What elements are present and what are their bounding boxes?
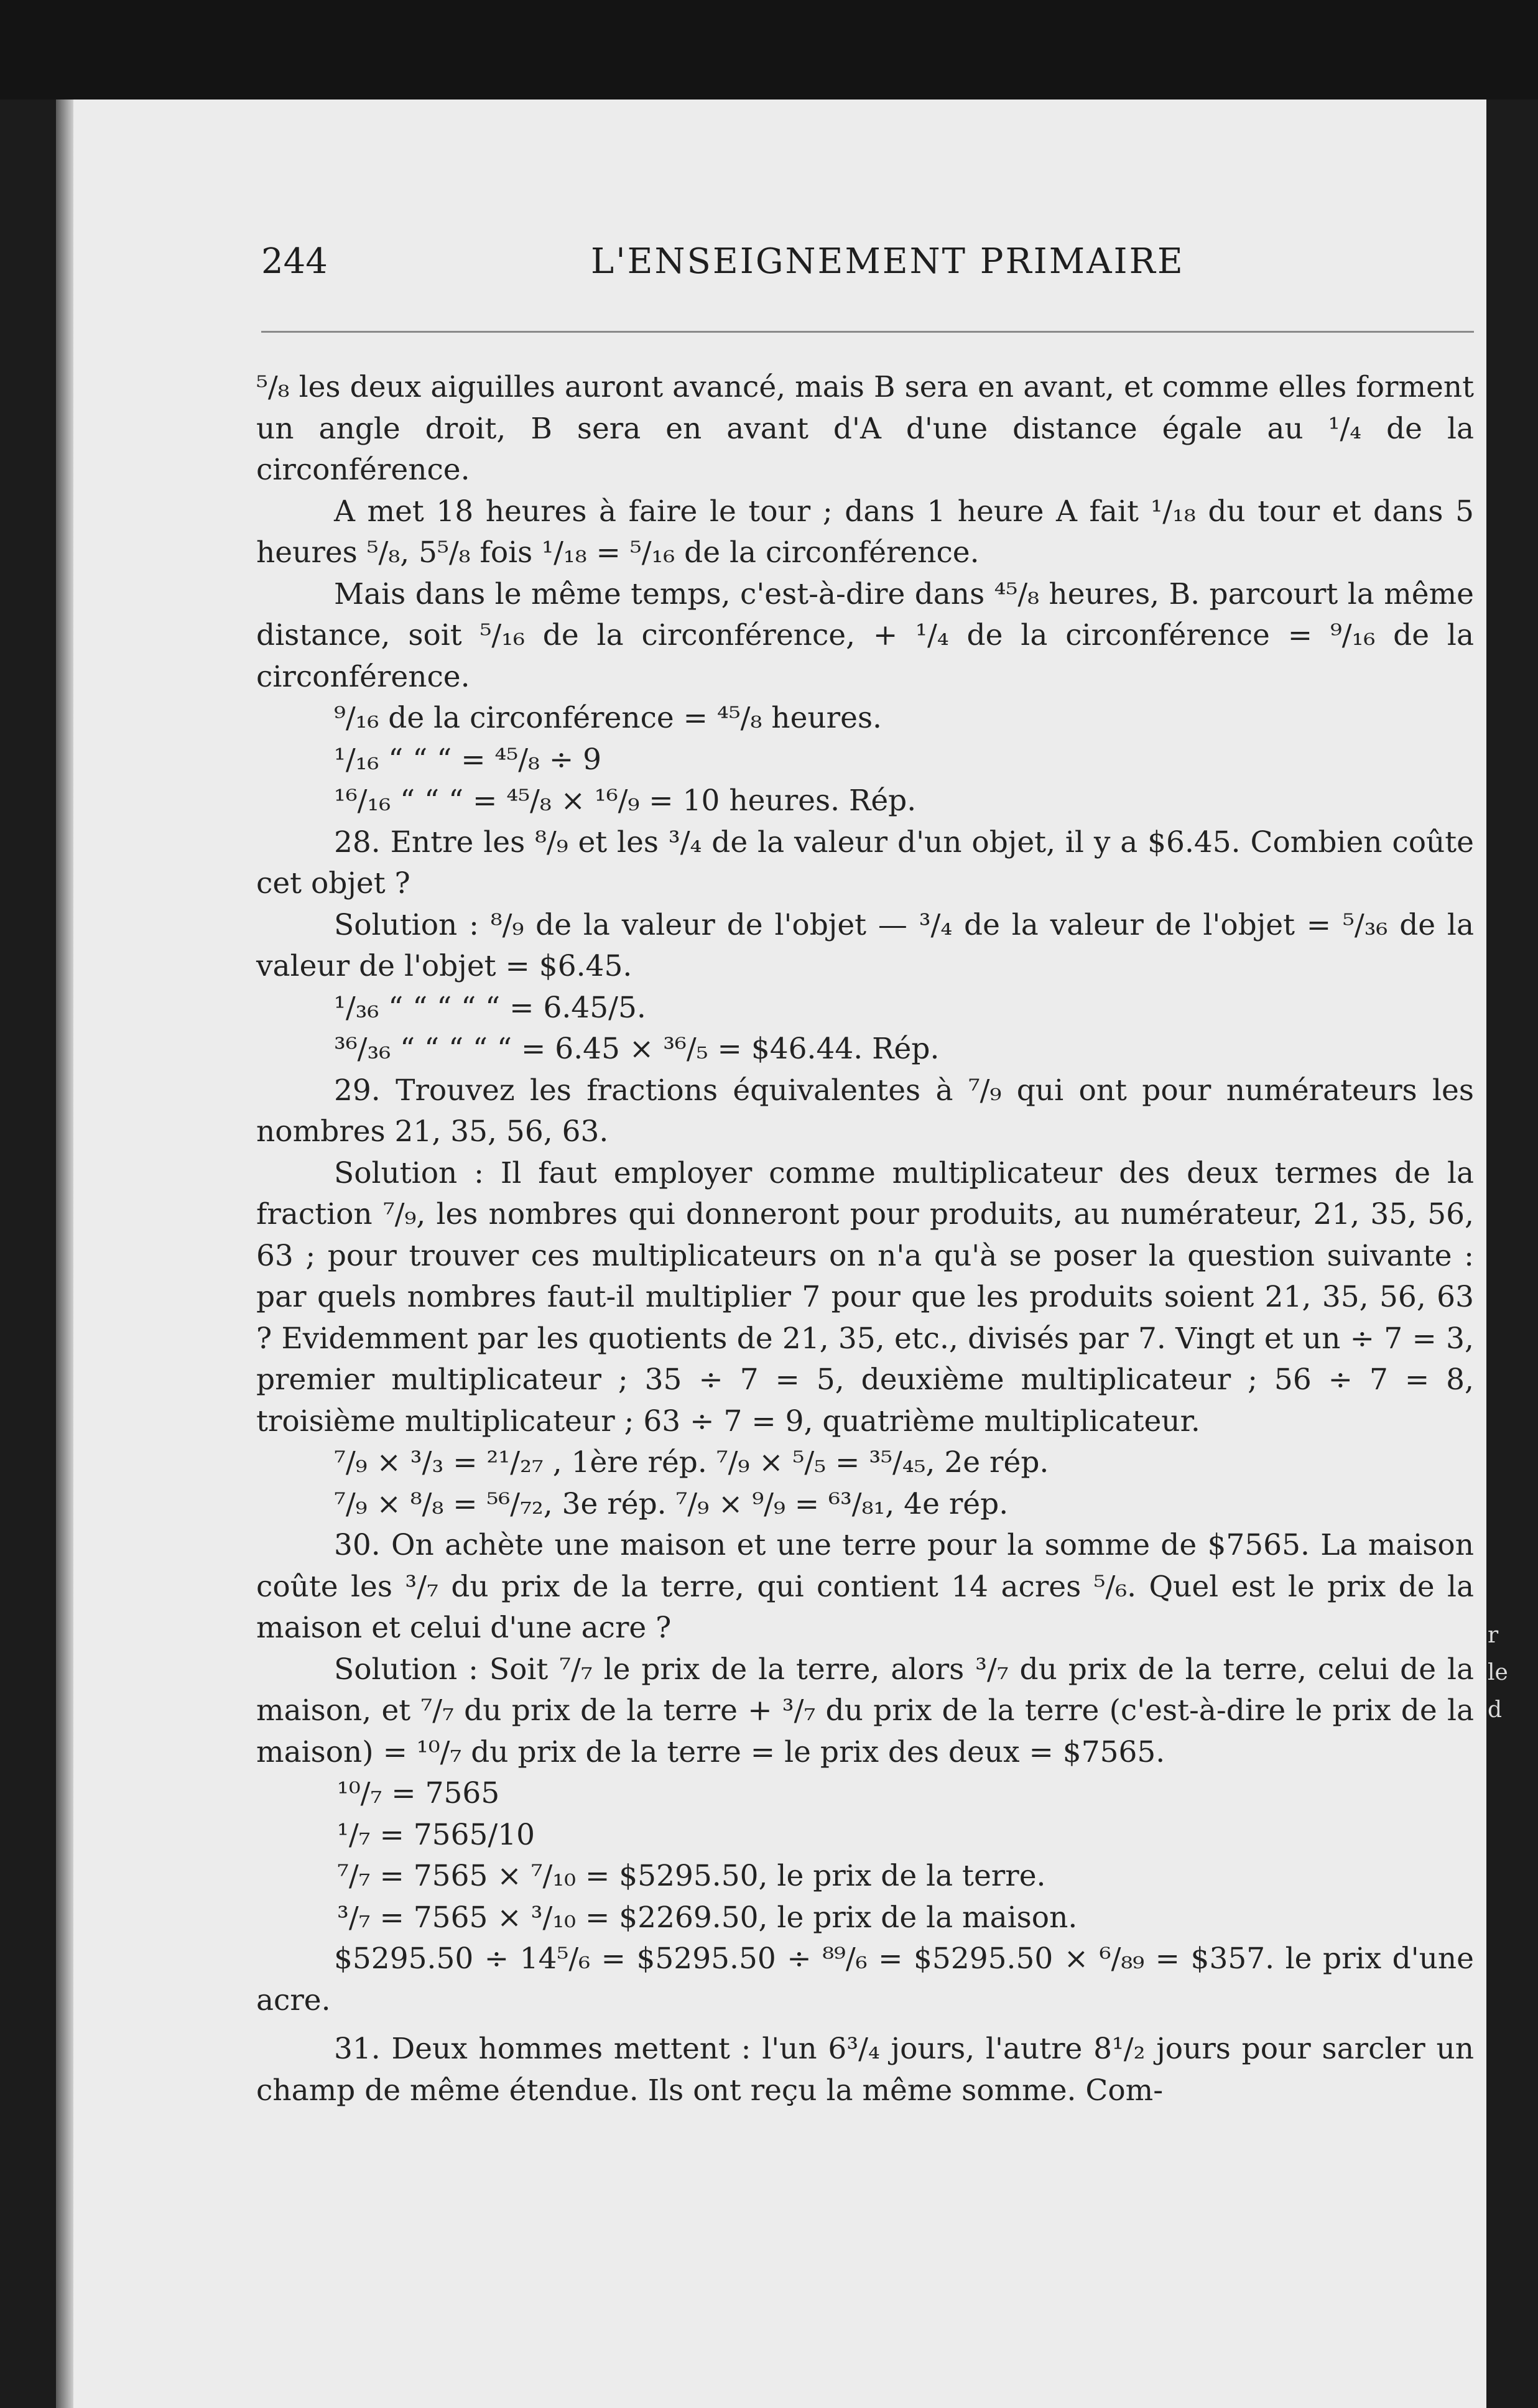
equation-line: ⁷/₉ × ³/₃ = ²¹/₂₇ , 1ère rép. ⁷/₉ × ⁵/₅ = ³⁵/₄₅, 2e rép. bbox=[334, 1445, 1049, 1480]
problem-29: 29. Trouvez les fractions équivalentes à ⁷/₉ qui ont pour numérateurs les nombres 21, 35, 56, 63. bbox=[256, 1073, 1474, 1149]
equation-line: ⁷/₇ = 7565 × ⁷/₁₀ = $5295.50, le prix de la terre. bbox=[337, 1859, 1046, 1893]
problem-31: 31. Deux hommes mettent : l'un 6³/₄ jours, l'autre 8¹/₂ jours pour sarcler un champ de même étendue. Ils ont reçu la même somme. Com- bbox=[256, 2032, 1474, 2108]
solution-30: Solution : Soit ⁷/₇ le prix de la terre, alors ³/₇ du prix de la terre, celui de la maison, et ⁷/₇ du prix de la terre + ³/₇ du prix de la terre (c'est-à-dire le prix de la maison) = ¹⁰/₇ du prix de la terre = le prix des deux = $7565. bbox=[256, 1652, 1474, 1769]
header-rule bbox=[261, 331, 1474, 333]
running-title: L'ENSEIGNEMENT PRIMAIRE bbox=[591, 241, 1185, 282]
adjacent-page-edge bbox=[1488, 1617, 1525, 2177]
running-header bbox=[261, 241, 1468, 285]
page-body bbox=[256, 367, 1474, 2111]
equation-line: ³/₇ = 7565 × ³/₁₀ = $2269.50, le prix de la maison. bbox=[337, 1900, 1078, 1935]
problem-30: 30. On achète une maison et une terre pour la somme de $7565. La maison coûte les ³/₇ du prix de la terre, qui contient 14 acres ⁵/₆. Quel est le prix de la maison et celui d'une acre ? bbox=[256, 1528, 1474, 1645]
equation-line: ¹⁶/₁₆ “ “ “ = ⁴⁵/₈ × ¹⁶/₉ = 10 heures. Rép. bbox=[334, 784, 917, 818]
equation-line: ⁹/₁₆ de la circonférence = ⁴⁵/₈ heures. bbox=[334, 701, 882, 735]
paragraph: ⁵/₈ les deux aiguilles auront avancé, mais B sera en avant, et comme elles forment un angle droit, B sera en avant d'A d'une distance égale au ¹/₄ de la circonférence. bbox=[256, 370, 1474, 487]
page-number: 244 bbox=[261, 241, 328, 282]
paragraph: A met 18 heures à faire le tour ; dans 1 heure A fait ¹/₁₈ du tour et dans 5 heures ⁵/₈, 5⁵/₈ fois ¹/₁₈ = ⁵/₁₆ de la circonférence. bbox=[256, 494, 1474, 570]
equation-line: ¹⁰/₇ = 7565 bbox=[337, 1776, 500, 1810]
paragraph: Mais dans le même temps, c'est-à-dire dans ⁴⁵/₈ heures, B. parcourt la même distance, soit ⁵/₁₆ de la circonférence, + ¹/₄ de la circonférence = ⁹/₁₆ de la circonférence. bbox=[256, 577, 1474, 694]
page-binding-edge bbox=[56, 100, 73, 2408]
edge-text: d bbox=[1488, 1697, 1503, 1723]
equation-line: $5295.50 ÷ 14⁵/₆ = $5295.50 ÷ ⁸⁹/₆ = $5295.50 × ⁶/₈₉ = $357. le prix d'une acre. bbox=[256, 1942, 1474, 2017]
equation-line: ¹/₃₆ “ “ “ “ “ = 6.45/5. bbox=[334, 990, 646, 1025]
equation-line: ³⁶/₃₆ “ “ “ “ “ = 6.45 × ³⁶/₅ = $46.44. Rép. bbox=[334, 1032, 940, 1066]
equation-line: ¹/₁₆ “ “ “ = ⁴⁵/₈ ÷ 9 bbox=[334, 742, 602, 777]
solution-29: Solution : Il faut employer comme multiplicateur des deux termes de la fraction ⁷/₉, les nombres qui donneront pour produits, au numérateur, 21, 35, 56, 63 ; pour trouver ces multiplicateurs on n'a qu'à se poser la question suivante : par quels nombres faut-il multiplier 7 pour que les produits soient 21, 35, 56, 63 ? Evidemment par les quotients de 21, 35, etc., divisés par 7. Vingt et un ÷ 7 = 3, premier multiplicateur ; 35 ÷ 7 = 5, deuxième multiplicateur ; 56 ÷ 7 = 8, troisième multiplicateur ; 63 ÷ 7 = 9, quatrième multiplicateur. bbox=[256, 1155, 1474, 1438]
equation-line: ⁷/₉ × ⁸/₈ = ⁵⁶/₇₂, 3e rép. ⁷/₉ × ⁹/₉ = ⁶³/₈₁, 4e rép. bbox=[334, 1486, 1009, 1521]
edge-text: r bbox=[1488, 1623, 1499, 1648]
equation-line: ¹/₇ = 7565/10 bbox=[337, 1817, 535, 1852]
edge-text: le bbox=[1488, 1660, 1508, 1685]
problem-28: 28. Entre les ⁸/₉ et les ³/₄ de la valeur d'un objet, il y a $6.45. Combien coûte cet objet ? bbox=[256, 825, 1474, 901]
scan-background bbox=[0, 0, 1538, 100]
solution-28: Solution : ⁸/₉ de la valeur de l'objet — ³/₄ de la valeur de l'objet = ⁵/₃₆ de la valeur de l'objet = $6.45. bbox=[256, 907, 1474, 983]
